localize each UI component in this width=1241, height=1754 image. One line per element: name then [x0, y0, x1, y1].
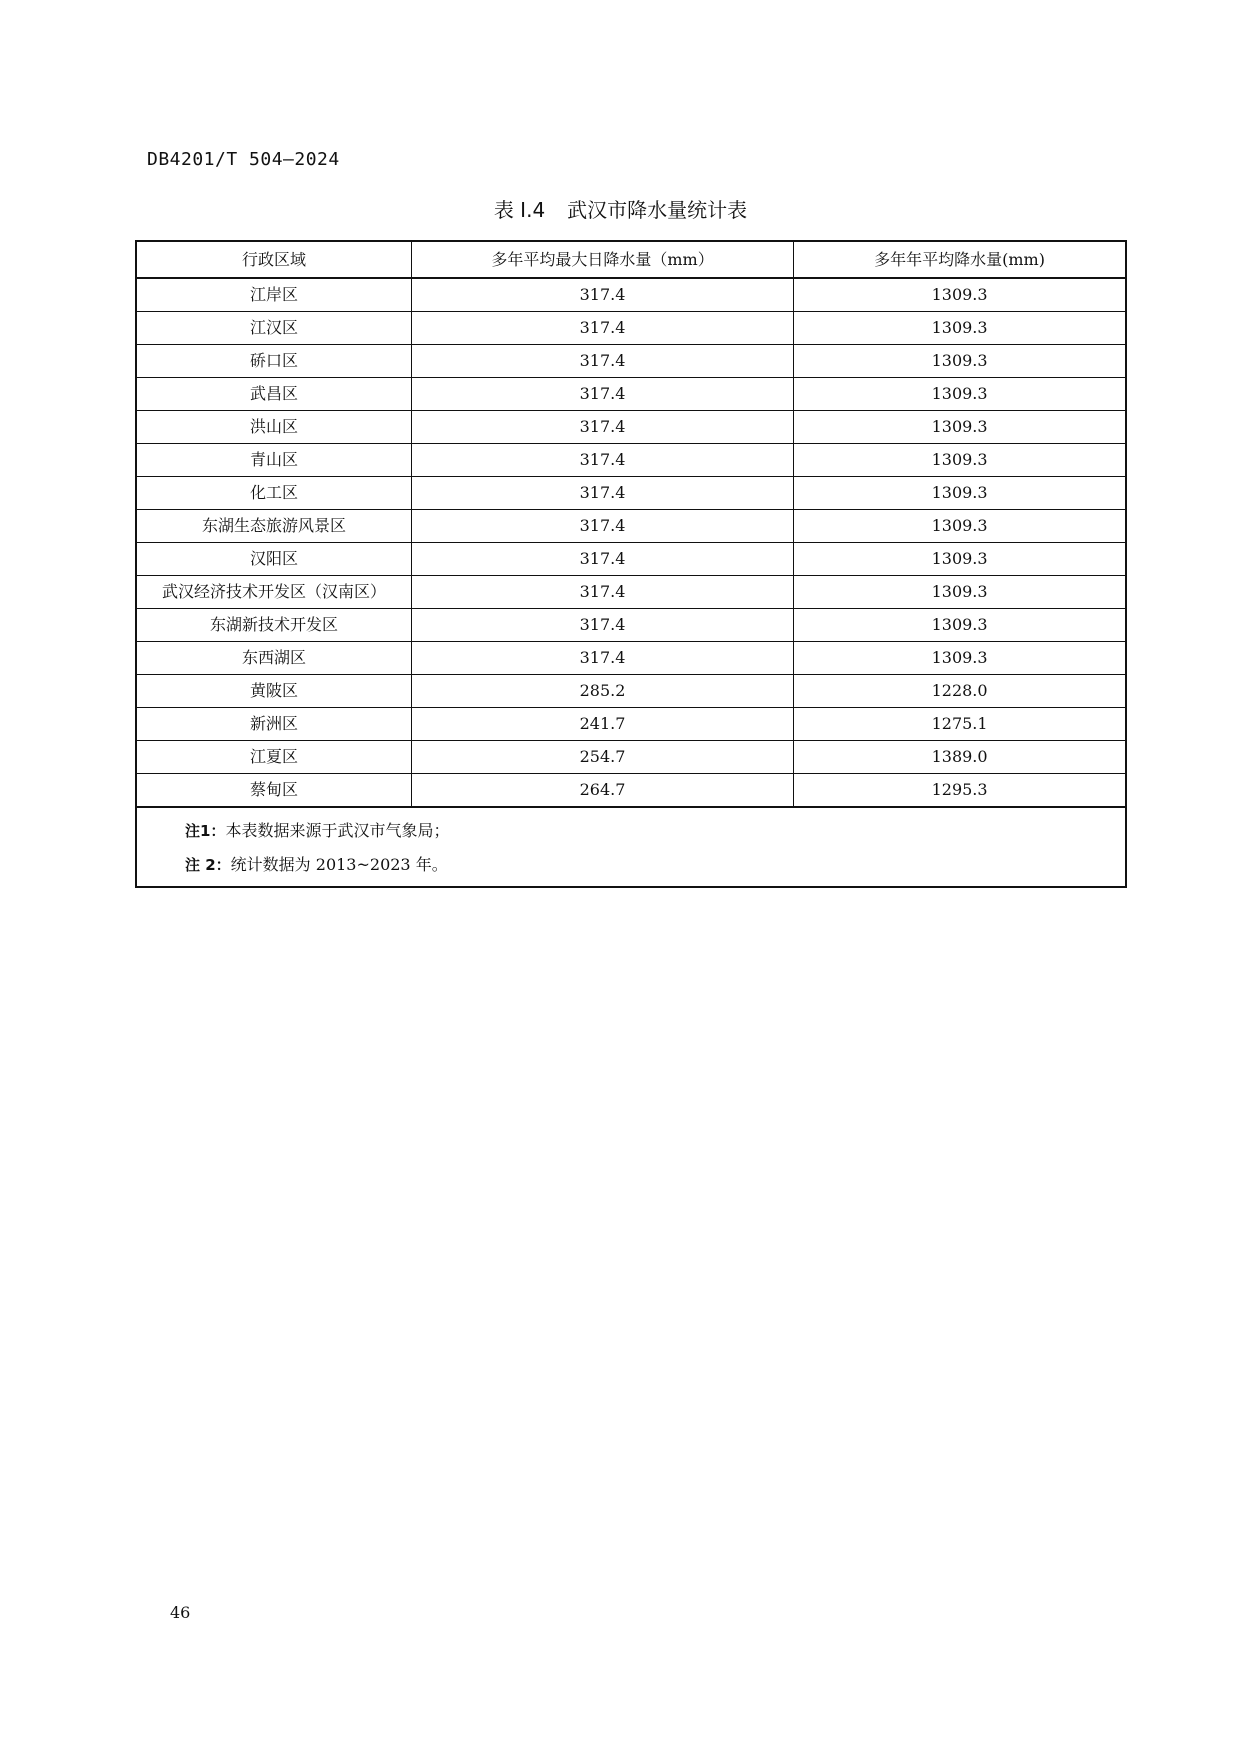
table-row	[136, 708, 1126, 741]
note-1-text: 本表数据来源于武汉市气象局；	[225, 821, 450, 840]
table-header-row	[136, 241, 1126, 278]
cell-district: 江夏区	[136, 741, 411, 774]
cell-district: 东湖生态旅游风景区	[136, 510, 411, 543]
table-caption	[0, 194, 1241, 223]
table-row	[136, 576, 1126, 609]
cell-max-daily-rainfall: 317.4	[411, 477, 793, 510]
cell-annual-rainfall: 1309.3	[794, 543, 1126, 576]
table-row	[136, 543, 1126, 576]
cell-max-daily-rainfall: 317.4	[411, 411, 793, 444]
table-row	[136, 345, 1126, 378]
column-header-annual-rainfall: 多年年平均降水量(mm)	[794, 241, 1126, 278]
cell-district: 江岸区	[136, 278, 411, 312]
page-number: 46	[170, 1603, 191, 1622]
note-2	[185, 848, 1125, 882]
table-body	[136, 278, 1126, 807]
cell-district: 汉阳区	[136, 543, 411, 576]
cell-max-daily-rainfall: 317.4	[411, 345, 793, 378]
cell-district: 洪山区	[136, 411, 411, 444]
table-row	[136, 774, 1126, 808]
note-1	[185, 814, 1125, 848]
table-caption-title: 武汉市降水量统计表	[567, 198, 748, 222]
cell-max-daily-rainfall: 317.4	[411, 642, 793, 675]
cell-district: 化工区	[136, 477, 411, 510]
cell-annual-rainfall: 1228.0	[794, 675, 1126, 708]
cell-max-daily-rainfall: 317.4	[411, 444, 793, 477]
column-header-district: 行政区域	[136, 241, 411, 278]
cell-district: 东西湖区	[136, 642, 411, 675]
cell-annual-rainfall: 1309.3	[794, 576, 1126, 609]
cell-annual-rainfall: 1295.3	[794, 774, 1126, 808]
cell-max-daily-rainfall: 317.4	[411, 378, 793, 411]
table-row	[136, 741, 1126, 774]
cell-max-daily-rainfall: 317.4	[411, 312, 793, 345]
document-code: DB4201/T 504—2024	[147, 149, 340, 170]
cell-max-daily-rainfall: 264.7	[411, 774, 793, 808]
cell-district: 青山区	[136, 444, 411, 477]
note-1-prefix: 注1：	[185, 822, 226, 840]
table-row	[136, 675, 1126, 708]
cell-max-daily-rainfall: 317.4	[411, 278, 793, 312]
cell-annual-rainfall: 1309.3	[794, 312, 1126, 345]
cell-district: 武昌区	[136, 378, 411, 411]
cell-annual-rainfall: 1275.1	[794, 708, 1126, 741]
table-notes	[136, 807, 1126, 887]
table-row	[136, 642, 1126, 675]
cell-district: 武汉经济技术开发区（汉南区）	[136, 576, 411, 609]
table-row	[136, 609, 1126, 642]
cell-annual-rainfall: 1309.3	[794, 278, 1126, 312]
cell-district: 江汉区	[136, 312, 411, 345]
cell-district: 新洲区	[136, 708, 411, 741]
cell-annual-rainfall: 1309.3	[794, 609, 1126, 642]
cell-max-daily-rainfall: 285.2	[411, 675, 793, 708]
cell-district: 硚口区	[136, 345, 411, 378]
table-row	[136, 278, 1126, 312]
cell-max-daily-rainfall: 317.4	[411, 510, 793, 543]
cell-max-daily-rainfall: 241.7	[411, 708, 793, 741]
cell-annual-rainfall: 1309.3	[794, 444, 1126, 477]
cell-annual-rainfall: 1389.0	[794, 741, 1126, 774]
column-header-max-daily-rainfall: 多年平均最大日降水量（mm）	[411, 241, 793, 278]
table-row	[136, 444, 1126, 477]
cell-annual-rainfall: 1309.3	[794, 642, 1126, 675]
cell-max-daily-rainfall: 317.4	[411, 609, 793, 642]
table-row	[136, 510, 1126, 543]
cell-annual-rainfall: 1309.3	[794, 510, 1126, 543]
cell-annual-rainfall: 1309.3	[794, 477, 1126, 510]
table-row	[136, 378, 1126, 411]
note-2-text: 统计数据为 2013~2023 年。	[230, 855, 448, 874]
cell-district: 蔡甸区	[136, 774, 411, 808]
cell-annual-rainfall: 1309.3	[794, 345, 1126, 378]
cell-max-daily-rainfall: 317.4	[411, 576, 793, 609]
table-notes-row	[136, 807, 1126, 887]
cell-district: 东湖新技术开发区	[136, 609, 411, 642]
table-row	[136, 312, 1126, 345]
note-2-prefix: 注 2：	[185, 856, 231, 874]
cell-annual-rainfall: 1309.3	[794, 411, 1126, 444]
cell-annual-rainfall: 1309.3	[794, 378, 1126, 411]
table-caption-number: 表 I.4	[493, 198, 546, 222]
rainfall-table	[135, 240, 1127, 888]
cell-max-daily-rainfall: 317.4	[411, 543, 793, 576]
cell-district: 黄陂区	[136, 675, 411, 708]
table-row	[136, 477, 1126, 510]
cell-max-daily-rainfall: 254.7	[411, 741, 793, 774]
table-row	[136, 411, 1126, 444]
